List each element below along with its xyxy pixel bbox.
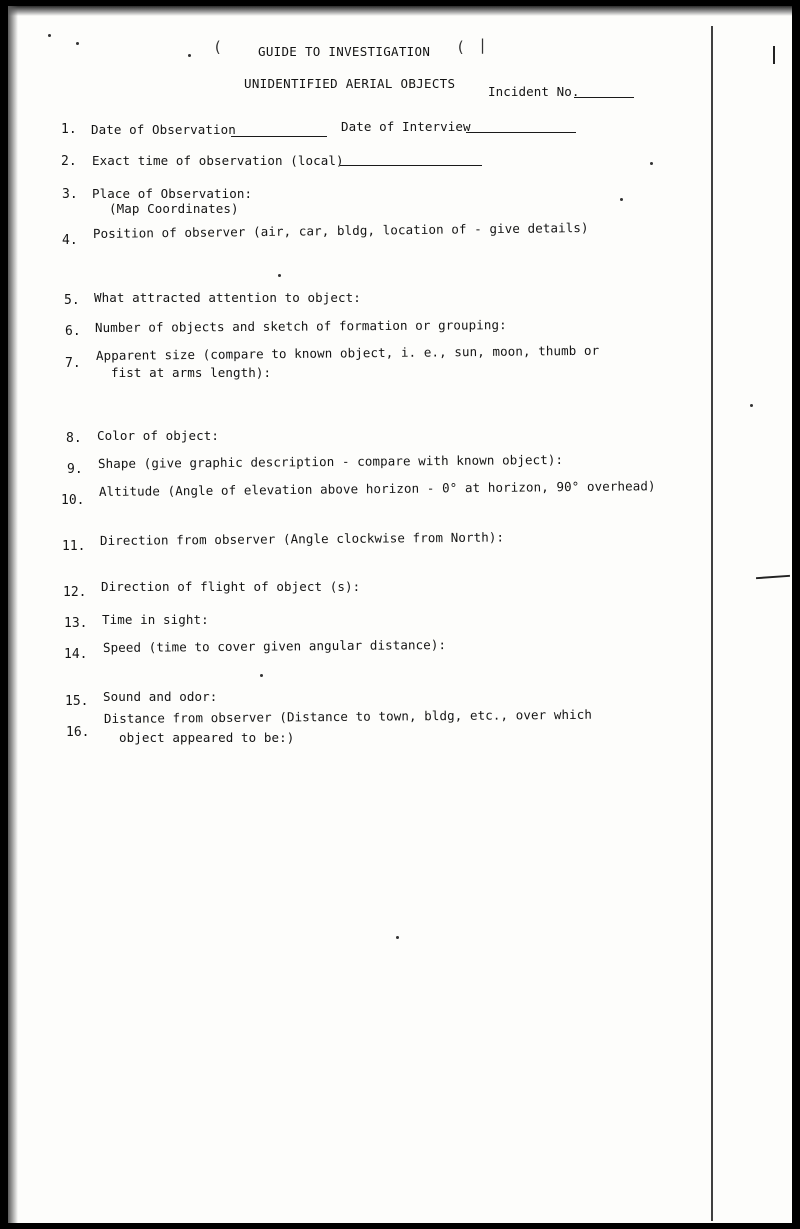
incident-number-field[interactable] <box>574 97 634 98</box>
scan-mark <box>773 46 775 64</box>
document-subtitle: UNIDENTIFIED AERIAL OBJECTS <box>244 76 456 91</box>
item-number: 3. <box>62 187 78 202</box>
item-number: 6. <box>65 324 81 339</box>
item-label-continued: object appeared to be:) <box>119 730 295 745</box>
scan-speck <box>750 404 753 407</box>
item-label: Exact time of observation (local) <box>92 153 344 168</box>
item-label: What attracted attention to object: <box>94 290 361 305</box>
item-label: Date of Observation <box>91 122 236 137</box>
item-label-continued: (Map Coordinates) <box>109 201 239 216</box>
scan-speck <box>188 54 191 57</box>
date-of-observation-field[interactable] <box>231 136 327 137</box>
item-label-continued: fist at arms length): <box>111 365 272 380</box>
scan-speck <box>620 198 623 201</box>
item-number: 1. <box>61 122 77 137</box>
item-label: Position of observer (air, car, bldg, location of - give details) <box>92 219 589 241</box>
scan-mark: ( <box>213 38 223 56</box>
item-number: 7. <box>65 356 81 371</box>
page-edge-line <box>711 26 713 1221</box>
item-label: Color of object: <box>97 428 220 443</box>
item-label: Sound and odor: <box>103 689 218 704</box>
item-number: 12. <box>63 585 87 600</box>
scan-mark <box>756 575 790 579</box>
item-number: 4. <box>62 233 78 248</box>
item-label: Time in sight: <box>102 612 209 627</box>
scan-speck <box>260 674 263 677</box>
document-title: GUIDE TO INVESTIGATION <box>258 44 431 59</box>
item-label: Altitude (Angle of elevation above horizon - 0° at horizon, 90° overhead) <box>98 478 656 499</box>
item-number: 11. <box>62 539 86 554</box>
item-number: 10. <box>61 493 85 508</box>
item-number: 5. <box>64 293 80 308</box>
incident-number-label: Incident No. <box>488 84 580 99</box>
item-number: 13. <box>64 616 88 631</box>
item-label: Shape (give graphic description - compare with known object): <box>97 451 564 471</box>
item-label: Direction of flight of object (s): <box>101 579 361 594</box>
scan-speck <box>396 936 399 939</box>
item-label: Date of Interview <box>341 119 471 134</box>
item-label: Direction from observer (Angle clockwise from North): <box>99 529 505 548</box>
scan-speck <box>48 34 51 37</box>
scan-speck <box>650 162 653 165</box>
item-label: Number of objects and sketch of formation or grouping: <box>94 317 507 335</box>
item-number: 8. <box>66 431 82 446</box>
scan-speck <box>278 274 281 277</box>
item-label: Apparent size (compare to known object, i. e., sun, moon, thumb or <box>95 342 600 363</box>
item-number: 16. <box>66 725 90 740</box>
item-number: 15. <box>65 694 89 709</box>
scan-speck <box>76 42 79 45</box>
item-label: Distance from observer (Distance to town, bldg, etc., over which <box>103 706 593 726</box>
scan-mark: ( <box>456 38 466 56</box>
item-label: Place of Observation: <box>92 186 253 201</box>
item-label: Speed (time to cover given angular distance): <box>102 637 447 655</box>
date-of-interview-field[interactable] <box>466 132 576 133</box>
scan-mark: | <box>478 36 488 54</box>
exact-time-field[interactable] <box>340 165 482 166</box>
item-number: 2. <box>61 154 77 169</box>
document-page <box>8 6 792 1223</box>
item-number: 9. <box>67 462 83 477</box>
item-number: 14. <box>64 647 88 662</box>
